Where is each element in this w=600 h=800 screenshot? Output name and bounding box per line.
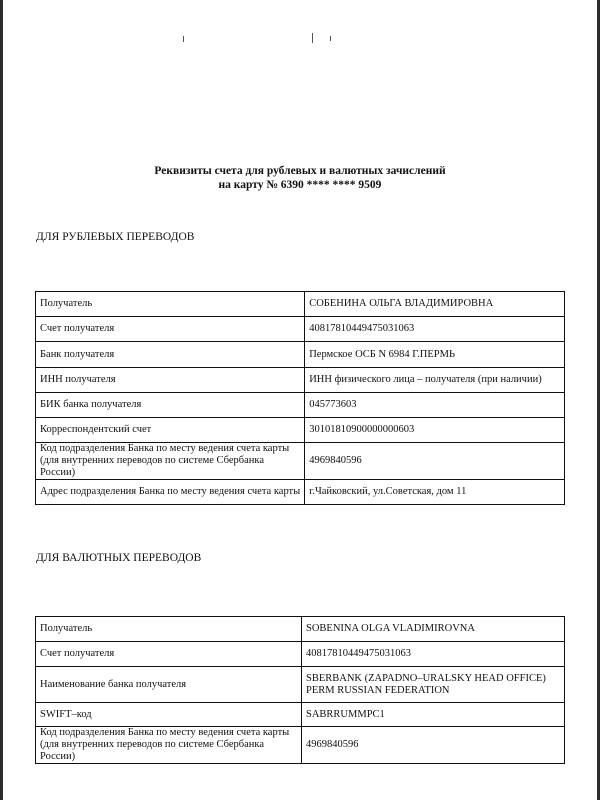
field-value: г.Чайковский, ул.Советская, дом 11 bbox=[305, 480, 565, 505]
field-value: 4969840596 bbox=[305, 443, 565, 480]
table-row bbox=[36, 342, 565, 368]
ruble-section-heading: ДЛЯ РУБЛЕВЫХ ПЕРЕВОДОВ bbox=[36, 231, 195, 243]
field-value: 4969840596 bbox=[302, 727, 565, 764]
field-value: SOBENINA OLGA VLADIMIROVNA bbox=[302, 617, 565, 642]
table-row bbox=[36, 667, 565, 703]
field-label bbox=[36, 727, 302, 764]
field-value: ИНН физического лица – получателя (при наличии) bbox=[305, 368, 565, 393]
table-row bbox=[36, 642, 565, 667]
table-row bbox=[36, 368, 565, 393]
field-label-line-1: Код подразделения Банка по месту ведения счета карты bbox=[40, 727, 290, 738]
field-value-line-2: PERM RUSSIAN FEDERATION bbox=[306, 684, 450, 696]
field-value: 40817810449475031063 bbox=[302, 642, 565, 667]
table-row bbox=[36, 393, 565, 418]
table-row bbox=[36, 317, 565, 342]
table-row bbox=[36, 703, 565, 727]
field-value bbox=[302, 667, 565, 703]
field-label: Корреспондентский счет bbox=[36, 418, 305, 443]
scan-artifact-mark bbox=[183, 36, 184, 42]
scan-artifact-mark bbox=[330, 36, 331, 41]
field-label: Получатель bbox=[36, 617, 302, 642]
field-value: 045773603 bbox=[305, 393, 565, 418]
document-title bbox=[0, 164, 600, 192]
scan-edge-left bbox=[0, 0, 3, 800]
field-value: 40817810449475031063 bbox=[305, 317, 565, 342]
table-row bbox=[36, 443, 565, 480]
scan-artifact-mark bbox=[312, 33, 313, 43]
field-label bbox=[36, 443, 305, 480]
table-row bbox=[36, 418, 565, 443]
field-value: СОБЕНИНА ОЛЬГА ВЛАДИМИРОВНА bbox=[305, 292, 565, 317]
field-value-line-1: SBERBANK (ZAPADNO–URALSKY HEAD OFFICE) bbox=[306, 672, 546, 684]
field-label: Банк получателя bbox=[36, 342, 305, 368]
field-value: SABRRUMMPC1 bbox=[302, 703, 565, 727]
field-label-line-2: (для внутренних переводов по системе Сбербанка России) bbox=[40, 455, 265, 478]
document-title-line-2: на карту № 6390 **** **** 9509 bbox=[218, 179, 382, 191]
field-label-line-2: (для внутренних переводов по системе Сбербанка России) bbox=[40, 739, 265, 762]
field-value: 30101810900000000603 bbox=[305, 418, 565, 443]
currency-requisites-table bbox=[35, 616, 565, 764]
table-row bbox=[36, 480, 565, 505]
table-row bbox=[36, 292, 565, 317]
field-label: Счет получателя bbox=[36, 642, 302, 667]
field-label-line-1: Код подразделения Банка по месту ведения счета карты bbox=[40, 443, 290, 454]
field-label: Получатель bbox=[36, 292, 305, 317]
field-label: Счет получателя bbox=[36, 317, 305, 342]
table-row bbox=[36, 727, 565, 764]
field-value: Пермское ОСБ N 6984 Г.ПЕРМЬ bbox=[305, 342, 565, 368]
field-label: ИНН получателя bbox=[36, 368, 305, 393]
field-label: Адрес подразделения Банка по месту ведения счета карты bbox=[36, 480, 305, 505]
table-row bbox=[36, 617, 565, 642]
document-title-line-1: Реквизиты счета для рублевых и валютных зачислений bbox=[154, 165, 446, 177]
currency-section-heading: ДЛЯ ВАЛЮТНЫХ ПЕРЕВОДОВ bbox=[36, 552, 202, 564]
field-label: Наименование банка получателя bbox=[36, 667, 302, 703]
field-label: SWIFT–код bbox=[36, 703, 302, 727]
ruble-requisites-table bbox=[35, 291, 565, 505]
field-label: БИК банка получателя bbox=[36, 393, 305, 418]
